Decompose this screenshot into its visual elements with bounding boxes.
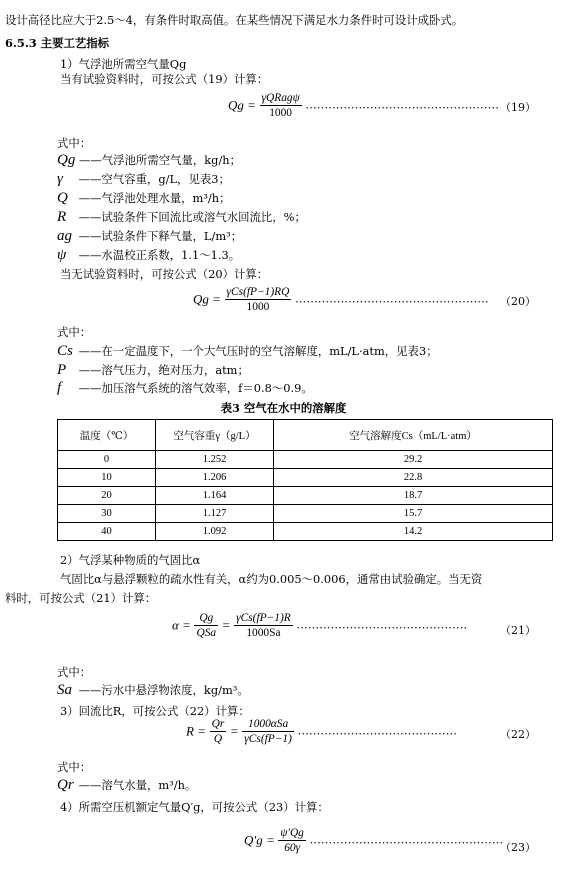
equation-numerator: ψ′Qg	[280, 827, 304, 839]
table-cell: 0	[58, 451, 156, 469]
equation-number: （20）	[500, 295, 536, 308]
definition-row	[57, 229, 242, 243]
equation-number: （19）	[500, 101, 536, 114]
definition-row	[57, 683, 249, 697]
definition-row	[57, 210, 306, 224]
definition-text: ——水温校正系数，1.1～1.3。	[78, 248, 241, 262]
equation-number: （21）	[500, 624, 536, 637]
definition-row	[57, 153, 241, 167]
table-cell: 1.252	[156, 451, 274, 469]
equation-lhs: R =	[186, 723, 206, 739]
table-cell: 1.127	[156, 505, 274, 523]
equation-20	[193, 286, 489, 313]
where-label: 式中：	[57, 760, 92, 774]
section-heading: 6.5.3 主要工艺指标	[5, 36, 110, 50]
table-cell: 10	[58, 469, 156, 487]
where-label: 式中：	[57, 325, 92, 339]
definition-text: ——污水中悬浮物浓度，kg/m³。	[78, 683, 249, 697]
table-row	[58, 469, 553, 487]
item1-has-data-text: 当有试验资料时，可按公式（19）计算：	[60, 72, 269, 86]
equation-23	[244, 827, 503, 854]
equation-number: （22）	[500, 728, 536, 741]
definition-text: ——加压溶气系统的溶气效率，f＝0.8～0.9。	[78, 381, 313, 395]
equation-equals: =	[229, 723, 239, 739]
definition-row	[57, 248, 240, 262]
item2-paragraph-line2: 料时，可按公式（21）计算：	[5, 591, 157, 605]
equation-fraction	[194, 612, 218, 639]
equation-denominator: 1000	[246, 301, 270, 313]
equation-numerator: γQRagψ	[261, 92, 300, 104]
equation-numerator: Qg	[194, 612, 218, 626]
equation-lhs: α =	[172, 617, 191, 633]
equation-lhs: Q′g =	[244, 832, 275, 848]
table-row	[58, 505, 553, 523]
symbol: ag	[57, 228, 72, 244]
equation-numerator: 1000αSa	[242, 718, 294, 732]
header-air-density: 空气容重γ（g/L）	[156, 420, 274, 451]
symbol: Q	[57, 190, 68, 206]
symbol: R	[57, 209, 67, 225]
equation-21	[172, 612, 467, 639]
table-cell: 1.164	[156, 487, 274, 505]
symbol: Qg	[57, 152, 76, 168]
symbol: ψ	[57, 247, 67, 263]
table-row	[58, 487, 553, 505]
definition-text: ——气浮池处理水量，m³/h；	[78, 191, 231, 205]
equation-denominator: 1000Sa	[246, 627, 281, 639]
item2-paragraph-line1: 气固比α与悬浮颗粒的疏水性有关，α约为0.005～0.006，通常由试验确定。当无资	[60, 572, 483, 586]
equation-lhs: Qg =	[193, 291, 221, 307]
solubility-table	[57, 419, 553, 541]
definition-row	[57, 363, 249, 377]
where-label: 式中：	[57, 665, 92, 679]
table-row	[58, 523, 553, 541]
table-cell: 1.206	[156, 469, 274, 487]
equation-leader-dots: ……………………………………………	[294, 291, 489, 306]
table-cell: 14.2	[274, 523, 553, 541]
intro-line: 设计高径比应大于2.5～4，有条件时取高值。在某些情况下满足水力条件时可设计成卧式。	[5, 13, 464, 27]
definition-row	[57, 344, 438, 358]
definition-row	[57, 381, 313, 395]
equation-numerator: γCs(fP−1)R	[236, 612, 291, 624]
definition-text: ——在一定温度下，一个大气压时的空气溶解度，mL/L·atm，见表3；	[78, 344, 438, 358]
definition-text: ——气浮池所需空气量，kg/h；	[78, 153, 242, 167]
table-cell: 30	[58, 505, 156, 523]
table-cell: 20	[58, 487, 156, 505]
table-cell: 15.7	[274, 505, 553, 523]
equation-fraction	[278, 827, 306, 854]
where-label: 式中：	[57, 136, 92, 150]
equation-numerator: γCs(fP−1)RQ	[226, 286, 290, 298]
table-cell: 18.7	[274, 487, 553, 505]
equation-22	[186, 718, 457, 745]
header-air-solubility: 空气溶解度Cs（mL/L·atm）	[274, 420, 553, 451]
symbol: f	[57, 380, 62, 396]
equation-lhs: Qg =	[228, 97, 256, 113]
equation-equals: =	[221, 617, 231, 633]
table-cell: 22.8	[274, 469, 553, 487]
equation-fraction	[225, 286, 292, 313]
equation-19	[228, 92, 499, 119]
equation-denominator: QSa	[196, 627, 217, 639]
equation-leader-dots: ………………………………………	[296, 617, 468, 632]
definition-row	[57, 172, 230, 186]
table-row	[58, 451, 553, 469]
equation-denominator: 1000	[269, 107, 292, 119]
table-cell: 1.092	[156, 523, 274, 541]
equation-denominator: γCs(fP−1)	[244, 733, 292, 745]
equation-numerator: Qr	[211, 718, 225, 730]
equation-leader-dots: ……………………………………………	[309, 832, 504, 847]
table-cell: 29.2	[274, 451, 553, 469]
equation-fraction	[242, 718, 294, 745]
equation-number: （23）	[500, 841, 536, 854]
equation-denominator: Q	[213, 733, 223, 745]
table-cell: 40	[58, 523, 156, 541]
symbol: γ	[57, 171, 63, 187]
equation-leader-dots: ……………………………………………	[305, 97, 499, 112]
definition-text: ——溶气水量，m³/h。	[78, 778, 197, 792]
item1-no-data-text: 当无试验资料时，可按公式（20）计算：	[60, 267, 269, 281]
symbol: Qr	[57, 777, 74, 793]
definition-text: ——试验条件下释气量，L/m³；	[78, 229, 243, 243]
equation-denominator: 60γ	[284, 842, 301, 854]
symbol: Sa	[57, 682, 72, 698]
definition-row	[57, 778, 196, 792]
equation-leader-dots: ……………………………………	[297, 723, 457, 738]
item4-title: 4）所需空压机额定气量Q′g，可按公式（23）计算：	[60, 800, 329, 814]
definition-text: ——空气容重，g/L，见表3；	[78, 172, 230, 186]
table-caption: 表3 空气在水中的溶解度	[220, 401, 347, 415]
table-header-row	[58, 420, 553, 451]
item2-title: 2）气浮某种物质的气固比α	[60, 553, 201, 567]
symbol: Cs	[57, 343, 73, 359]
symbol: P	[57, 362, 67, 378]
equation-fraction	[260, 92, 302, 119]
definition-text: ——试验条件下回流比或溶气水回流比，%；	[78, 210, 306, 224]
definition-row	[57, 191, 230, 205]
header-temperature: 温度（℃）	[58, 420, 156, 451]
definition-text: ——溶气压力，绝对压力，atm；	[78, 363, 249, 377]
equation-fraction	[210, 718, 227, 745]
item3-title: 3）回流比R，可按公式（22）计算：	[60, 704, 250, 718]
item1-title: 1）气浮池所需空气量Qg	[60, 57, 187, 71]
equation-fraction	[234, 612, 293, 639]
